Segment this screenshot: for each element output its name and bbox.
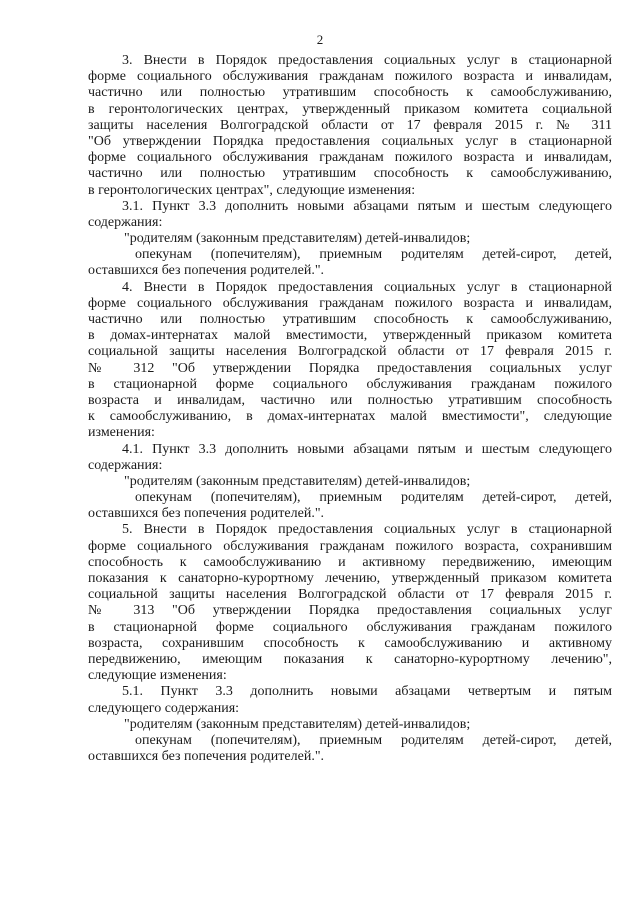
text-line: частично или полностью утратившим способность к самообслуживанию, xyxy=(88,166,612,182)
paragraph xyxy=(88,490,612,522)
text-line: следующие изменения: xyxy=(88,668,227,684)
text-line: частично или полностью утратившим способность к самообслуживанию, xyxy=(88,312,612,327)
text-line: 5.1. Пункт 3.3 дополнить новыми абзацами четвертым и пятым xyxy=(122,684,612,700)
text-line: оставшихся без попечения родителей.". xyxy=(88,749,325,765)
text-line: "родителям (законным представителям) детей-инвалидов; xyxy=(124,716,471,732)
text-line: возраста и инвалидам, частично или полностью утратившим способность xyxy=(88,392,612,408)
text-line: опекунам (попечителям), приемным родителям детей-сирот, детей, xyxy=(135,732,612,748)
text-line: в стационарной форме социального обслуживания гражданам пожилого xyxy=(88,619,612,635)
text-line: "родителям (законным представителям) детей-инвалидов; xyxy=(124,231,471,247)
text-line: "Об утверждении Порядка предоставления социальных услуг в стационарной xyxy=(88,133,612,149)
text-line: содержания: xyxy=(88,214,163,230)
text-line: способность к самообслуживанию и активному передвижению, имеющим xyxy=(88,554,612,570)
text-line: к самообслуживанию, в домах-интернатах малой вместимости", следующие xyxy=(88,409,612,425)
text-line: "родителям (законным представителям) детей-инвалидов; xyxy=(124,473,471,489)
text-line: следующего содержания: xyxy=(88,700,240,716)
text-line: опекунам (попечителям), приемным родителям детей-сирот, детей, xyxy=(135,490,612,506)
text-line: изменения: xyxy=(88,425,155,441)
text-line: социальной защиты населения Волгоградской области от 17 февраля 2015 г. xyxy=(88,587,612,603)
paragraph xyxy=(88,231,612,247)
text-line: оставшихся без попечения родителей.". xyxy=(88,263,325,279)
paragraph xyxy=(88,717,612,733)
text-line: 4.1. Пункт 3.3 дополнить новыми абзацами пятым и шестым следующего xyxy=(122,441,612,457)
text-line: 4. Внести в Порядок предоставления социальных услуг в стационарной xyxy=(122,279,612,295)
text-line: опекунам (попечителям), приемным родителям детей-сирот, детей, xyxy=(135,247,612,263)
text-line: 3.1. Пункт 3.3 дополнить новыми абзацами пятым и шестым следующего xyxy=(122,198,612,214)
text-line: содержания: xyxy=(88,457,163,473)
text-line: защиты населения Волгоградской области от 17 февраля 2015 г. № 311 xyxy=(88,117,612,133)
paragraph xyxy=(88,280,612,442)
text-line: в домах-интернатах малой вместимости, утвержденный приказом комитета xyxy=(88,328,612,344)
text-line: показания к санаторно-курортному лечению, утвержденный приказом комитета xyxy=(88,571,612,586)
text-line: форме социального обслуживания гражданам пожилого возраста и инвалидам, xyxy=(88,295,612,311)
paragraph xyxy=(88,474,612,490)
text-line: № 312 "Об утверждении Порядка предоставления социальных услуг xyxy=(88,360,612,376)
paragraph xyxy=(88,53,612,199)
text-line: № 313 "Об утверждении Порядка предоставления социальных услуг xyxy=(88,603,612,619)
text-line: форме социального обслуживания гражданам пожилого возраста, сохранившим xyxy=(88,538,612,554)
text-line: в стационарной форме социального обслуживания гражданам пожилого xyxy=(88,376,612,392)
paragraph xyxy=(88,684,612,716)
paragraph xyxy=(88,522,612,684)
text-line: 3. Внести в Порядок предоставления социальных услуг в стационарной xyxy=(122,53,612,68)
text-line: 5. Внести в Порядок предоставления социальных услуг в стационарной xyxy=(122,522,612,538)
paragraph xyxy=(88,247,612,279)
text-line: форме социального обслуживания гражданам пожилого возраста и инвалидам, xyxy=(88,150,612,166)
text-line: оставшихся без попечения родителей.". xyxy=(88,506,325,522)
paragraph xyxy=(88,733,612,765)
page-number: 2 xyxy=(316,32,324,47)
text-line: в геронтологических центрах", следующие изменения: xyxy=(88,182,416,198)
paragraph xyxy=(88,199,612,231)
text-line: форме социального обслуживания гражданам пожилого возраста и инвалидам, xyxy=(88,69,612,85)
text-line: возраста, сохранившим способность к самообслуживанию и активному xyxy=(88,635,612,651)
text-line: частично или полностью утратившим способность к самообслуживанию, xyxy=(88,85,612,101)
text-line: передвижению, имеющим показания к санаторно-курортному лечению", xyxy=(88,651,612,667)
text-line: в геронтологических центрах, утвержденный приказом комитета социальной xyxy=(88,101,612,117)
paragraph xyxy=(88,442,612,474)
text-line: социальной защиты населения Волгоградской области от 17 февраля 2015 г. xyxy=(88,344,612,360)
document-body xyxy=(88,53,612,765)
